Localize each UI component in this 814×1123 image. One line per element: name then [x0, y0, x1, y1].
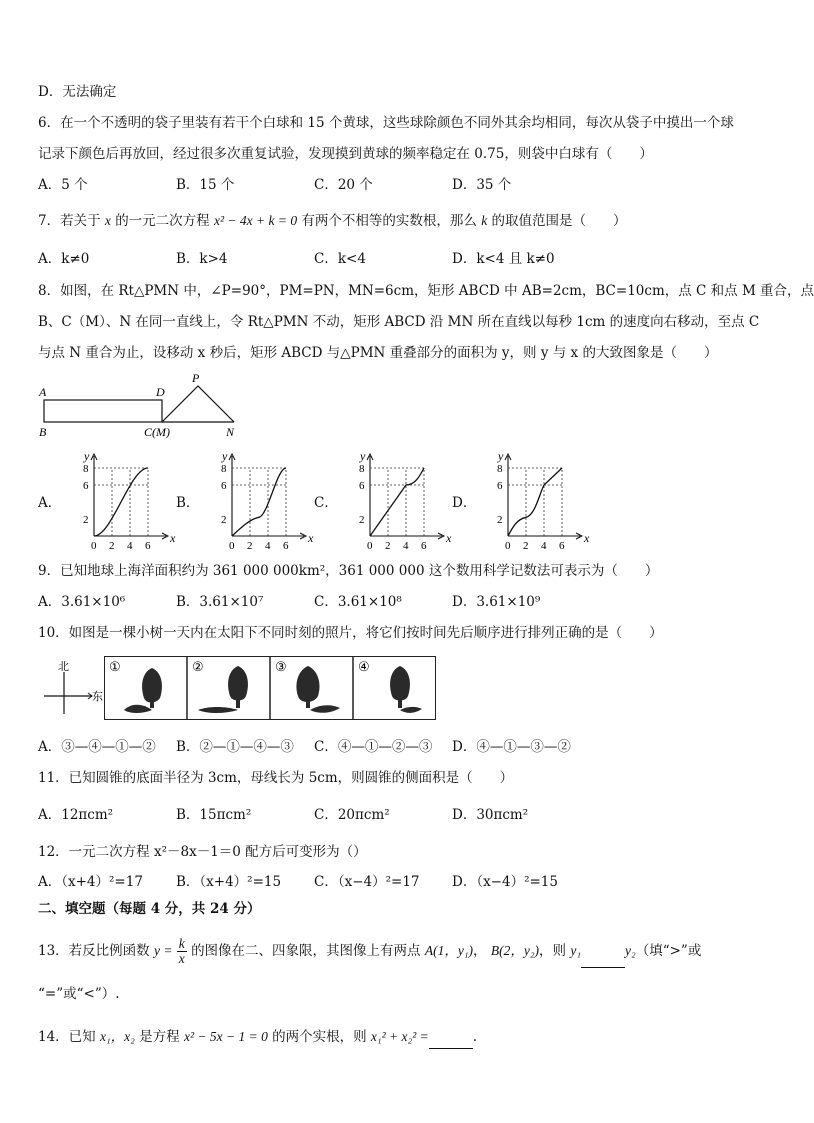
q5-option-d: D．无法确定: [38, 84, 117, 100]
q6-line1: 6．在一个不透明的袋子里装有若干个白球和 15 个黄球，这些球除颜色不同外其余均相同，每次从袋子中摸出一个球: [38, 115, 734, 131]
q7-option-a: A．k≠0: [38, 251, 90, 267]
q7-kvar: k: [481, 213, 488, 228]
q10-option-d: D．④—①—③—②: [452, 739, 571, 755]
xtick-4: 4: [541, 540, 547, 552]
xtick-2: 2: [523, 540, 529, 552]
q12-option-b: B．（x+4）²=15: [176, 874, 282, 890]
q14-mid: 是方程: [139, 1029, 180, 1045]
q14-roots: x₁，x₂: [99, 1029, 135, 1044]
q12-option-a: A．（x+4）²=17: [38, 874, 143, 890]
q6-option-d: D．35 个: [452, 177, 512, 193]
q13-tail: （填“>”或: [635, 943, 702, 959]
q8-line3: 与点 N 重合为止，设移动 x 秒后，矩形 ABCD 与△PMN 重叠部分的面积为 y，则 y 与 x 的大致图象是（ ）: [38, 345, 718, 361]
y-axis-label: y: [498, 449, 504, 463]
rectangle-abcd: [44, 400, 162, 422]
photo-label-1: ①: [109, 659, 121, 674]
graph-curve: [94, 468, 148, 536]
x-axis-label: x: [308, 531, 314, 545]
q7-option-c: C．k<4: [314, 251, 366, 267]
x-axis-label: x: [446, 531, 452, 545]
tree-2: [198, 666, 248, 713]
q7-var: x: [104, 213, 111, 228]
xtick-6: 6: [421, 540, 427, 552]
ytick-2: 2: [83, 514, 89, 526]
y-axis-label: y: [84, 449, 90, 463]
compass-east: 东: [92, 691, 103, 703]
ytick-8: 8: [359, 463, 365, 475]
tree-3: [296, 666, 340, 713]
q7-stem: [38, 212, 626, 230]
xtick-0: 0: [91, 540, 97, 552]
graph-curve: [370, 468, 424, 536]
label-b: B: [39, 425, 47, 439]
q13-answer-blank[interactable]: [581, 967, 625, 968]
q9-option-c: C．3.61×10⁸: [314, 594, 402, 610]
q13-y2: y₂: [625, 943, 636, 958]
xtick-4: 4: [403, 540, 409, 552]
q13-line2: “=”或“<”）.: [38, 986, 120, 1002]
q9-option-a: A．3.61×10⁶: [38, 594, 126, 610]
q13-point-b: B(2，y₂): [490, 943, 540, 958]
compass: [38, 658, 104, 718]
q8-graph-d: [474, 448, 590, 552]
q13-point-a: A(1，y₁): [424, 943, 474, 958]
q14-period: .: [472, 1029, 478, 1045]
x-axis-label: x: [170, 531, 176, 545]
q13-y-eq: y =: [153, 943, 173, 958]
q11-stem: 11．已知圆锥的底面半径为 3cm，母线长为 5cm，则圆锥的侧面积是（ ）: [38, 770, 514, 786]
label-cm: C(M): [144, 425, 170, 439]
q14-equation: x² − 5x − 1 = 0: [183, 1029, 268, 1044]
q7-end: 的取值范围是（ ）: [491, 213, 627, 229]
ytick-2: 2: [221, 514, 227, 526]
section-title-fill-in: 二、填空题（每题 4 分，共 24 分）: [38, 901, 261, 917]
tree-photos: [104, 656, 438, 722]
q6-option-a: A．5 个: [38, 177, 88, 193]
q10-option-a: A．③—④—①—②: [38, 739, 156, 755]
q12-stem: 12．一元二次方程 x²－8x－1＝0 配方后可变形为（）: [38, 844, 367, 860]
q8-line1: 8．如图，在 Rt△PMN 中，∠P=90°，PM=PN，MN=6cm，矩形 ABCD 中 AB=2cm，BC=10cm，点 C 和点 M 重合，点: [38, 283, 814, 299]
q13-fraction: [177, 937, 187, 966]
label-d: D: [156, 385, 165, 399]
xtick-6: 6: [145, 540, 151, 552]
xtick-2: 2: [385, 540, 391, 552]
q8-graph-a: [60, 448, 176, 552]
ytick-8: 8: [221, 463, 227, 475]
photo-label-2: ②: [192, 659, 204, 674]
q13-y1: y₁: [570, 943, 582, 958]
q6-option-b: B．15 个: [176, 177, 235, 193]
q14-answer-blank[interactable]: [429, 1048, 473, 1049]
q7-option-b: B．k>4: [176, 251, 228, 267]
q8-graph-label-d: D．: [452, 495, 477, 511]
y-axis-label: y: [360, 449, 366, 463]
q7-option-d: D．k<4 且 k≠0: [452, 251, 555, 267]
q13-stem: 13．若反比例函数 y = $\frac{k}{x}$ 的图像在二、四象限，其图像上有两点 A(1，y₁)， B(2，y₂)，则 y₁ y₂（填“>”或: [38, 936, 702, 966]
q7-prefix: 7．若关于: [38, 213, 101, 229]
q9-option-d: D．3.61×10⁹: [452, 594, 541, 610]
q13-middle: 的图像在二、四象限，其图像上有两点: [191, 943, 421, 959]
q8-graph-label-b: B．: [176, 495, 200, 511]
graph-curve: [232, 468, 286, 536]
y-axis-label: y: [222, 449, 228, 463]
q14-end: 的两个实根，则: [272, 1029, 367, 1045]
ytick-2: 2: [359, 514, 365, 526]
tree-1: [124, 668, 162, 713]
label-n: N: [226, 425, 235, 439]
xtick-0: 0: [505, 540, 511, 552]
q7-mid: 的一元二次方程: [115, 213, 210, 229]
q8-graph-c: [336, 448, 452, 552]
q13-frac-den: x: [178, 951, 185, 966]
xtick-6: 6: [559, 540, 565, 552]
q13-then: ，则: [539, 943, 567, 959]
compass-north: 北: [58, 661, 69, 673]
x-axis-label: x: [584, 531, 590, 545]
q11-option-d: D．30πcm²: [452, 807, 529, 823]
ytick-6: 6: [359, 480, 365, 492]
ytick-6: 6: [497, 480, 503, 492]
ytick-6: 6: [221, 480, 227, 492]
q13-prefix: 13．若反比例函数: [38, 943, 150, 959]
q6-option-c: C．20 个: [314, 177, 373, 193]
ytick-6: 6: [83, 480, 89, 492]
q6-line2: 记录下颜色后再放回，经过很多次重复试验，发现摸到黄球的频率稳定在 0.75，则袋中白球有（ ）: [38, 146, 653, 162]
xtick-2: 2: [109, 540, 115, 552]
q14-expr: x₁² + x₂² =: [370, 1029, 429, 1044]
xtick-2: 2: [247, 540, 253, 552]
photo-label-3: ③: [275, 659, 287, 674]
q7-suffix: 有两个不相等的实数根，那么: [301, 213, 477, 229]
q13-frac-num: k: [178, 936, 185, 951]
q8-line2: B、C（M）、N 在同一直线上，令 Rt△PMN 不动，矩形 ABCD 沿 MN 所在直线以每秒 1cm 的速度向右移动，至点 C: [38, 314, 760, 330]
q12-option-d: D．（x−4）²=15: [452, 874, 558, 890]
q12-option-c: C．（x−4）²=17: [314, 874, 420, 890]
xtick-4: 4: [265, 540, 271, 552]
xtick-0: 0: [229, 540, 235, 552]
graph-curve: [508, 468, 562, 536]
xtick-6: 6: [283, 540, 289, 552]
q14-stem: [38, 1025, 477, 1049]
label-a: A: [39, 385, 47, 399]
q8-figure: [34, 370, 254, 442]
ytick-8: 8: [497, 463, 503, 475]
q10-option-c: C．④—①—②—③: [314, 739, 433, 755]
ytick-8: 8: [83, 463, 89, 475]
q8-graph-label-a: A．: [38, 495, 62, 511]
xtick-4: 4: [127, 540, 133, 552]
q7-equation: x² − 4x + k = 0: [213, 213, 298, 228]
label-p: P: [192, 371, 200, 385]
q11-option-c: C．20πcm²: [314, 807, 390, 823]
q9-option-b: B．3.61×10⁷: [176, 594, 264, 610]
q10-option-b: B．②—①—④—③: [176, 739, 294, 755]
q14-prefix: 14．已知: [38, 1029, 96, 1045]
q8-graph-label-c: C．: [314, 495, 338, 511]
photo-label-4: ④: [358, 659, 370, 674]
q11-option-a: A．12πcm²: [38, 807, 114, 823]
q11-option-b: B．15πcm²: [176, 807, 252, 823]
q10-stem: 10．如图是一棵小树一天内在太阳下不同时刻的照片，将它们按时间先后顺序进行排列正确的是（ ）: [38, 625, 663, 641]
triangle-pmn: [162, 386, 234, 422]
xtick-0: 0: [367, 540, 373, 552]
q9-stem: 9．已知地球上海洋面积约为 361 000 000km²，361 000 000 这个数用科学记数法可表示为（ ）: [38, 563, 659, 579]
q8-graph-b: [198, 448, 314, 552]
tree-4: [390, 666, 422, 713]
ytick-2: 2: [497, 514, 503, 526]
